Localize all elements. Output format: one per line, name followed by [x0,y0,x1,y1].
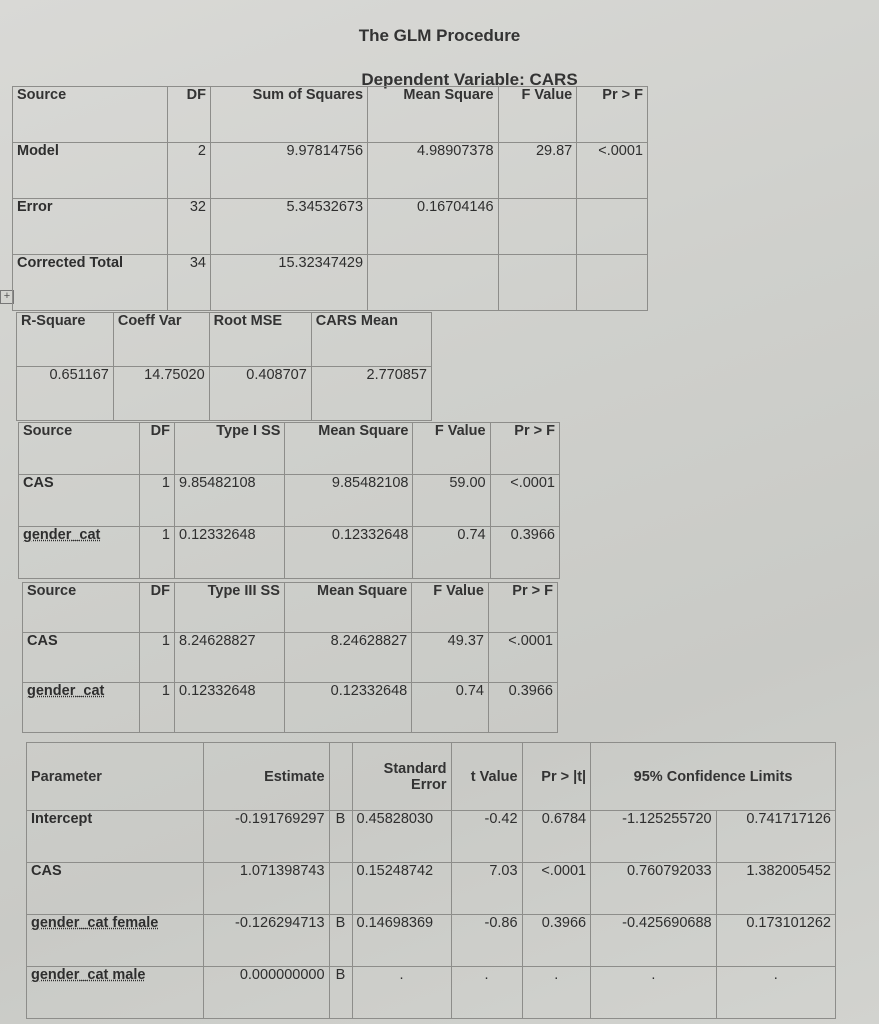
param-cell: CAS [27,863,204,915]
table-row [27,811,836,863]
table-row [27,967,836,1019]
type1-cell: <.0001 [490,475,559,527]
param-cell: 0.741717126 [716,811,835,863]
param-cell: -0.191769297 [204,811,330,863]
anova-cell: 29.87 [498,143,577,199]
param-cell: 0.000000000 [204,967,330,1019]
table-row [27,863,836,915]
fit-cell: 2.770857 [311,367,431,421]
type1-header-ss: Type I SS [175,423,285,475]
param-cell: 1.382005452 [716,863,835,915]
type3-header-f: F Value [412,583,489,633]
type3-header-source: Source [23,583,140,633]
fit-header-rsquare: R-Square [17,313,114,367]
param-header-parameter: Parameter [27,743,204,811]
param-cell: 0.6784 [522,811,591,863]
type3-cell: 49.37 [412,633,489,683]
param-cell: -1.125255720 [591,811,717,863]
param-cell: 0.173101262 [716,915,835,967]
anova-cell: 32 [168,199,211,255]
anova-header-source: Source [13,87,168,143]
anova-cell: 5.34532673 [211,199,368,255]
param-cell: 1.071398743 [204,863,330,915]
anova-cell: 34 [168,255,211,311]
type3-header-ms: Mean Square [284,583,411,633]
type3-cell: 1 [140,633,175,683]
anova-table [12,86,648,311]
param-cell: <.0001 [522,863,591,915]
type1-cell: 1 [140,527,175,579]
param-header-ci: 95% Confidence Limits [591,743,836,811]
type3-cell: CAS [23,633,140,683]
anova-cell: 4.98907378 [368,143,499,199]
type1-cell: 0.3966 [490,527,559,579]
type1-cell: CAS [19,475,140,527]
fit-cell: 0.651167 [17,367,114,421]
anova-cell: 0.16704146 [368,199,499,255]
procedure-title: The GLM Procedure [358,26,521,45]
anova-cell: Error [13,199,168,255]
type1-cell: 1 [140,475,175,527]
fit-header-coeffvar: Coeff Var [113,313,209,367]
type1-cell: 0.12332648 [285,527,413,579]
type3-header-p: Pr > F [488,583,557,633]
type3-cell: 1 [140,683,175,733]
type1-header-f: F Value [413,423,490,475]
param-cell: B [329,915,352,967]
type1-header-df: DF [140,423,175,475]
param-header-t: t Value [451,743,522,811]
anova-cell [498,199,577,255]
param-header-flag [329,743,352,811]
param-cell: -0.425690688 [591,915,717,967]
type1-cell: 0.74 [413,527,490,579]
fit-header-mean: CARS Mean [311,313,431,367]
type3-cell: 0.12332648 [175,683,285,733]
type1-header-source: Source [19,423,140,475]
type1-cell: 9.85482108 [285,475,413,527]
param-cell: . [352,967,451,1019]
fit-header-rootmse: Root MSE [209,313,311,367]
param-header-stderr: Standard Error [352,743,451,811]
table-row [13,199,648,255]
type1-header-ms: Mean Square [285,423,413,475]
param-header-estimate: Estimate [204,743,330,811]
param-cell: 7.03 [451,863,522,915]
param-cell: gender_cat female [27,915,204,967]
param-cell: -0.86 [451,915,522,967]
table-row [23,633,558,683]
anova-cell [368,255,499,311]
anova-cell: Model [13,143,168,199]
param-cell: 0.760792033 [591,863,717,915]
anova-header-df: DF [168,87,211,143]
type1-header-p: Pr > F [490,423,559,475]
anova-cell [498,255,577,311]
param-cell [329,863,352,915]
anova-cell: <.0001 [577,143,648,199]
type3-cell: 8.24628827 [284,633,411,683]
dependent-variable-label: Dependent Variable: CARS [361,70,578,89]
type3-ss-table [22,582,558,733]
anova-cell [577,199,648,255]
param-cell: gender_cat male [27,967,204,1019]
expand-icon[interactable]: + [0,290,14,304]
type1-ss-table [18,422,560,579]
param-cell: 0.45828030 [352,811,451,863]
anova-header-p: Pr > F [577,87,648,143]
type3-cell: 0.12332648 [284,683,411,733]
anova-cell [577,255,648,311]
type3-cell: 8.24628827 [175,633,285,683]
type1-cell: gender_cat [19,527,140,579]
anova-cell: Corrected Total [13,255,168,311]
param-cell: B [329,967,352,1019]
fit-statistics-table [16,312,432,421]
table-row [19,475,560,527]
type1-cell: 59.00 [413,475,490,527]
table-row [27,915,836,967]
param-cell: . [522,967,591,1019]
param-cell: -0.42 [451,811,522,863]
param-cell: 0.3966 [522,915,591,967]
anova-header-ms: Mean Square [368,87,499,143]
param-cell: 0.14698369 [352,915,451,967]
table-row [19,527,560,579]
type3-cell: <.0001 [488,633,557,683]
param-cell: -0.126294713 [204,915,330,967]
type3-cell: gender_cat [23,683,140,733]
table-row [13,255,648,311]
param-cell: Intercept [27,811,204,863]
type1-cell: 9.85482108 [175,475,285,527]
anova-header-f: F Value [498,87,577,143]
table-row [17,367,432,421]
anova-header-ss: Sum of Squares [211,87,368,143]
parameter-estimates-table [26,742,836,1019]
anova-cell: 2 [168,143,211,199]
param-cell: . [716,967,835,1019]
type3-header-ss: Type III SS [175,583,285,633]
anova-cell: 9.97814756 [211,143,368,199]
type3-cell: 0.74 [412,683,489,733]
type3-header-df: DF [140,583,175,633]
param-cell: . [451,967,522,1019]
fit-cell: 14.75020 [113,367,209,421]
param-cell: B [329,811,352,863]
table-row [13,143,648,199]
fit-cell: 0.408707 [209,367,311,421]
param-cell: 0.15248742 [352,863,451,915]
param-header-p: Pr > |t| [522,743,591,811]
param-cell: . [591,967,717,1019]
type1-cell: 0.12332648 [175,527,285,579]
table-row [23,683,558,733]
type3-cell: 0.3966 [488,683,557,733]
anova-cell: 15.32347429 [211,255,368,311]
